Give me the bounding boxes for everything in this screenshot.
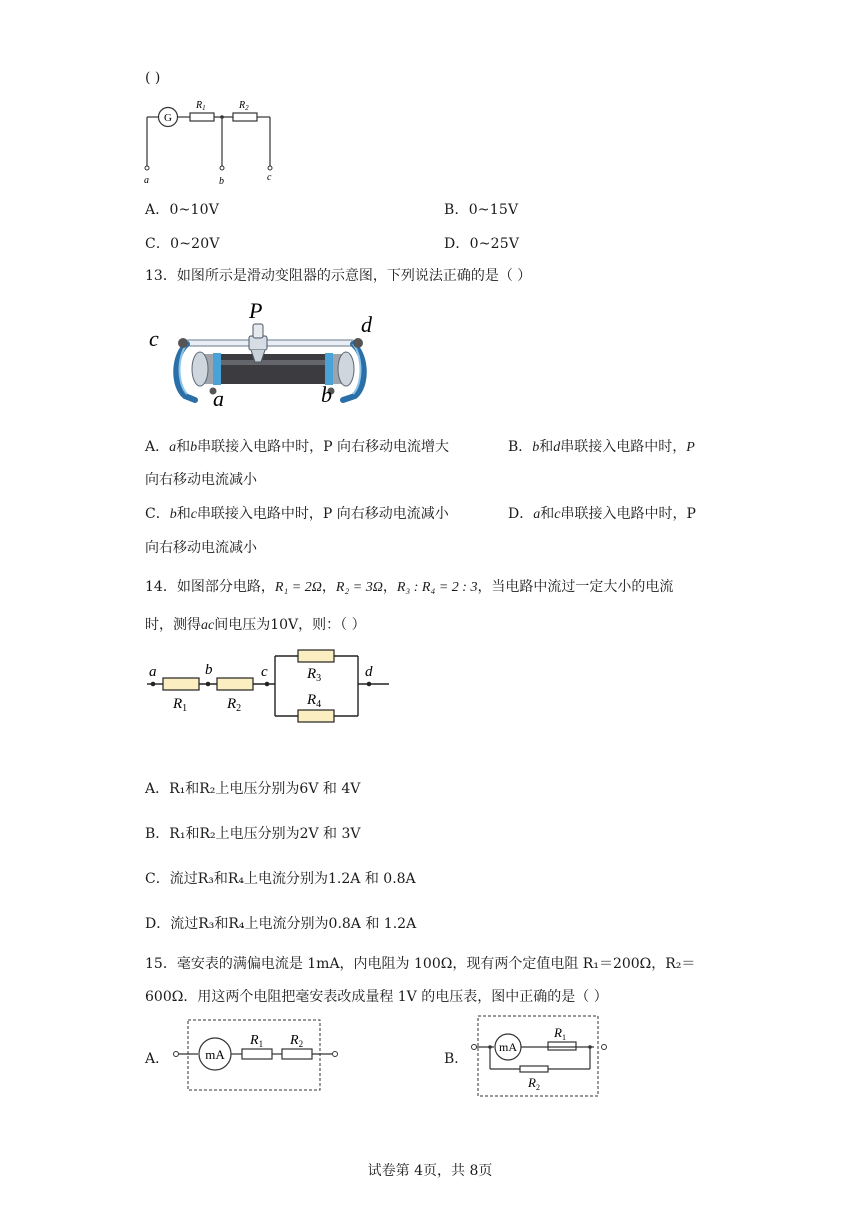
q14-option-a[interactable]: A．R₁和R₂上电压分别为6V 和 4V bbox=[145, 781, 361, 797]
q13-option-a[interactable]: A．a和b串联接入电路中时，P 向右移动电流增大 bbox=[145, 439, 449, 455]
terminal-b-label: b bbox=[219, 176, 224, 187]
q14-circuit-diagram bbox=[143, 646, 403, 726]
node-a-label: a bbox=[149, 664, 157, 680]
q12-option-b[interactable]: B．0~15V bbox=[444, 202, 519, 218]
node-c-label: c bbox=[261, 664, 268, 680]
terminal-d-label: d bbox=[361, 312, 372, 337]
terminal-b-label: b bbox=[321, 382, 332, 407]
r2-label: $R_2$ bbox=[227, 696, 242, 714]
q12-circuit-diagram bbox=[140, 96, 290, 188]
q13-option-b-continued: 向右移动电流减小 bbox=[145, 472, 257, 488]
r1-label: $R_1$ bbox=[250, 1033, 264, 1049]
ma-meter-label: mA bbox=[499, 1040, 517, 1054]
q14-stem-line1: 14．如图部分电路，R₁ = 2Ω，R₂ = 3Ω，R₃ : R₄ = 2 : 3，当电路中流过一定大小的电流 bbox=[145, 579, 674, 595]
q14-option-c[interactable]: C．流过R₃和R₄上电流分别为1.2A 和 0.8A bbox=[145, 871, 416, 887]
r2-label: $R_2$ bbox=[290, 1033, 304, 1049]
r1-label: $R_1$ bbox=[554, 1025, 566, 1042]
r2-label: $R_2$ bbox=[239, 100, 249, 112]
node-b-label: b bbox=[205, 662, 213, 678]
q14-option-d[interactable]: D．流过R₃和R₄上电流分别为0.8A 和 1.2A bbox=[145, 916, 417, 932]
q13-option-d-continued: 向右移动电流减小 bbox=[145, 540, 257, 556]
q12-option-c[interactable]: C．0~20V bbox=[145, 236, 220, 252]
q14-stem-line2: 时，测得ac间电压为10V，则：（ ） bbox=[145, 617, 366, 633]
r3-label: $R_3$ bbox=[307, 666, 322, 684]
terminal-a-label: a bbox=[144, 175, 149, 186]
q14-option-b[interactable]: B．R₁和R₂上电压分别为2V 和 3V bbox=[145, 826, 361, 842]
slider-p-label: P bbox=[249, 298, 263, 323]
q13-stem: 13．如图所示是滑动变阻器的示意图，下列说法正确的是（ ） bbox=[145, 268, 532, 284]
ma-meter-label: mA bbox=[205, 1047, 225, 1062]
q12-option-d[interactable]: D．0~25V bbox=[444, 236, 520, 252]
r1-label: $R_1$ bbox=[173, 696, 188, 714]
page-footer: 试卷第 4页，共 8页 bbox=[367, 1163, 493, 1179]
q15-option-a-label[interactable]: A． bbox=[145, 1051, 170, 1067]
q15-stem-line1: 15．毫安表的满偏电流是 1mA，内电阻为 100Ω，现有两个定值电阻 R₁＝200Ω，R₂＝ bbox=[145, 956, 696, 972]
q13-option-d[interactable]: D．a和c串联接入电路中时，P bbox=[508, 506, 696, 522]
rheostat-figure bbox=[143, 296, 393, 416]
node-d-label: d bbox=[365, 664, 373, 680]
q13-option-b[interactable]: B．b和d串联接入电路中时，P bbox=[508, 439, 695, 455]
q15-option-b-label[interactable]: B． bbox=[444, 1051, 469, 1067]
r4-label: $R_4$ bbox=[307, 692, 322, 710]
q13-option-c[interactable]: C．b和c串联接入电路中时，P 向右移动电流减小 bbox=[145, 506, 449, 522]
q12-option-a[interactable]: A．0~10V bbox=[145, 202, 220, 218]
q15-stem-line2: 600Ω．用这两个电阻把毫安表改成量程 1V 的电压表，图中正确的是（ ） bbox=[145, 989, 608, 1005]
r2-label: $R_2$ bbox=[528, 1075, 540, 1092]
terminal-a-label: a bbox=[213, 386, 224, 411]
q15-option-a-circuit[interactable] bbox=[170, 1018, 350, 1094]
terminal-c-label: c bbox=[149, 326, 159, 351]
q12-answer-paren: ( ) bbox=[145, 70, 161, 86]
q15-option-b-circuit[interactable] bbox=[470, 1013, 620, 1099]
r1-label: $R_1$ bbox=[196, 100, 206, 112]
g-label: G bbox=[164, 112, 172, 124]
terminal-c-label: c bbox=[267, 172, 272, 183]
